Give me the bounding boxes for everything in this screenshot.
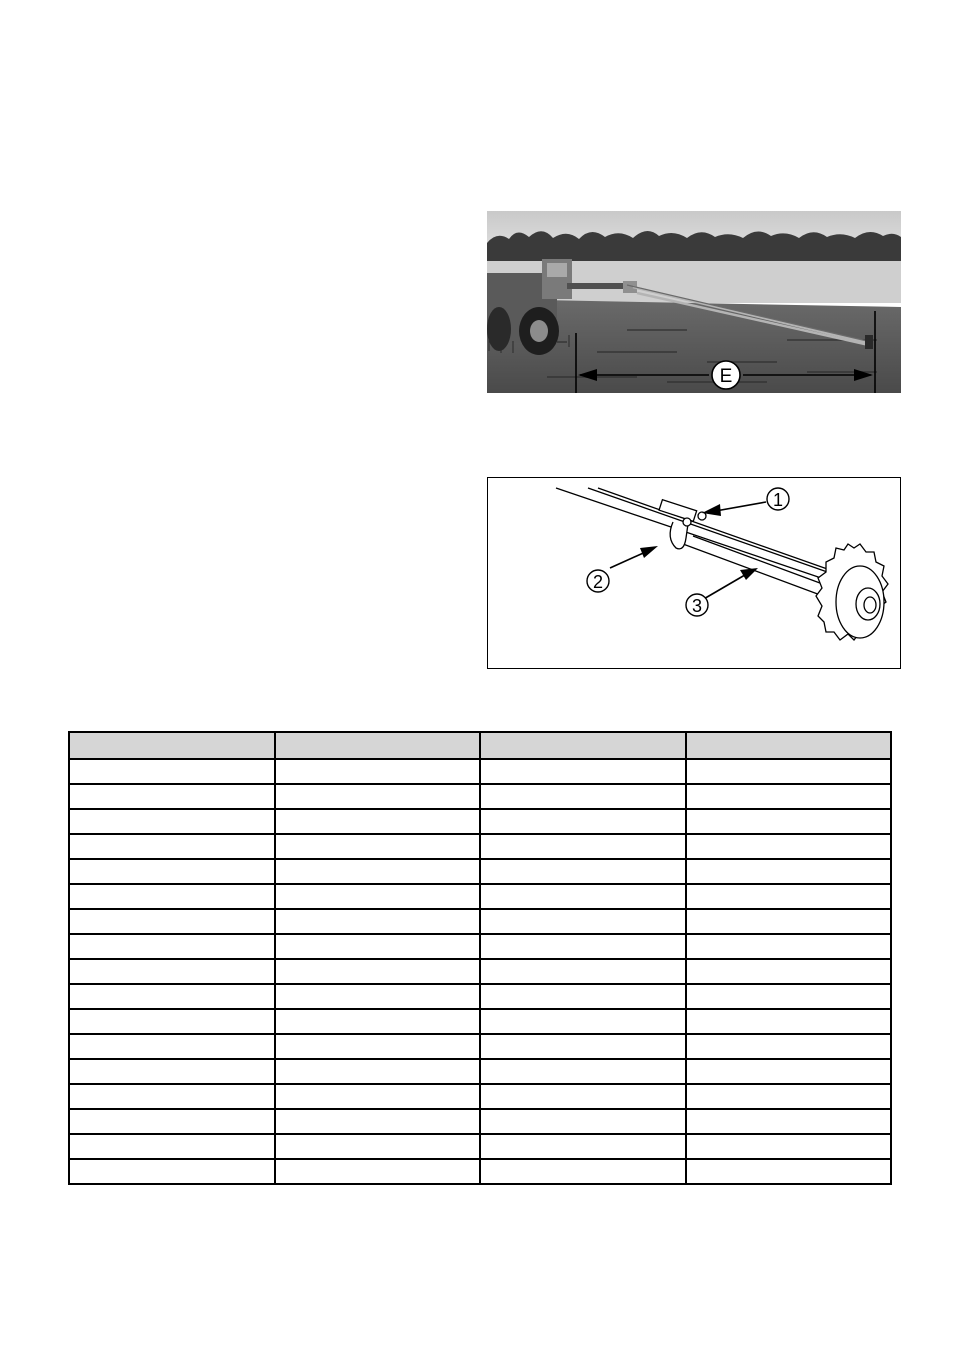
table-cell	[69, 1159, 275, 1184]
table-cell	[686, 1084, 892, 1109]
table-cell	[69, 984, 275, 1009]
rotary-wheel	[816, 544, 888, 640]
field-photo	[487, 211, 901, 393]
table-cell	[69, 809, 275, 834]
table-cell	[480, 1134, 686, 1159]
table-cell	[275, 1009, 481, 1034]
table-cell	[686, 1034, 892, 1059]
table-cell	[275, 884, 481, 909]
table-cell	[275, 1034, 481, 1059]
table-cell	[275, 1059, 481, 1084]
table-cell	[480, 809, 686, 834]
table-row	[69, 884, 891, 909]
table-cell	[686, 934, 892, 959]
table-row	[69, 809, 891, 834]
arrow-3	[740, 568, 758, 580]
table-cell	[686, 1159, 892, 1184]
table-cell	[69, 909, 275, 934]
table-cell	[480, 884, 686, 909]
table-cell	[686, 984, 892, 1009]
table-cell	[69, 1009, 275, 1034]
table-cell	[686, 959, 892, 984]
table-cell	[480, 984, 686, 1009]
table-cell	[480, 1034, 686, 1059]
table-cell	[480, 959, 686, 984]
table-cell	[686, 909, 892, 934]
table-cell	[275, 809, 481, 834]
table-cell	[686, 1059, 892, 1084]
table-cell	[69, 959, 275, 984]
table-cell	[686, 859, 892, 884]
table-cell	[686, 1109, 892, 1134]
table-row	[69, 1034, 891, 1059]
harrow-diagram-drawing	[488, 478, 900, 668]
callout-1-label: 1	[772, 490, 784, 510]
table-row	[69, 959, 891, 984]
table-row	[69, 984, 891, 1009]
header-cell	[69, 732, 275, 759]
table-cell	[69, 1059, 275, 1084]
table-row	[69, 1084, 891, 1109]
table-cell	[686, 1009, 892, 1034]
table-row	[69, 934, 891, 959]
table-cell	[480, 1059, 686, 1084]
table-cell	[686, 884, 892, 909]
table-cell	[69, 859, 275, 884]
table-cell	[275, 909, 481, 934]
table-cell	[480, 759, 686, 784]
table-cell	[69, 1084, 275, 1109]
table-cell	[686, 834, 892, 859]
table-cell	[69, 1034, 275, 1059]
table-cell	[275, 1084, 481, 1109]
tree-line	[487, 231, 901, 261]
table-row	[69, 784, 891, 809]
table-cell	[686, 759, 892, 784]
table-row	[69, 759, 891, 784]
harrow-diagram	[487, 477, 901, 669]
end-wheel	[865, 335, 873, 349]
table-cell	[275, 1134, 481, 1159]
table-cell	[480, 834, 686, 859]
table-row	[69, 1134, 891, 1159]
table-row	[69, 834, 891, 859]
callout-3-label: 3	[691, 596, 703, 616]
table-cell	[480, 784, 686, 809]
table-cell	[275, 1159, 481, 1184]
table-cell	[480, 859, 686, 884]
table-row	[69, 1009, 891, 1034]
table-cell	[480, 1159, 686, 1184]
table-cell	[69, 934, 275, 959]
table-cell	[69, 834, 275, 859]
table-cell	[69, 884, 275, 909]
table-cell	[69, 759, 275, 784]
table-cell	[69, 784, 275, 809]
spec-table	[68, 731, 892, 1185]
header-cell	[275, 732, 481, 759]
table-cell	[686, 784, 892, 809]
table-cell	[275, 859, 481, 884]
table-cell	[275, 984, 481, 1009]
table-cell	[69, 1134, 275, 1159]
table-row	[69, 909, 891, 934]
table-cell	[275, 959, 481, 984]
arrow-2	[640, 546, 658, 558]
table-cell	[480, 934, 686, 959]
table-cell	[275, 784, 481, 809]
table-cell	[686, 809, 892, 834]
table-cell	[480, 1009, 686, 1034]
table-row	[69, 1059, 891, 1084]
table-row	[69, 1159, 891, 1184]
table-row	[69, 859, 891, 884]
dimension-e-label: E	[719, 366, 733, 387]
header-cell	[480, 732, 686, 759]
table-cell	[275, 1109, 481, 1134]
table-cell	[275, 834, 481, 859]
callout-2-label: 2	[592, 572, 604, 592]
table-cell	[480, 909, 686, 934]
header-cell	[686, 732, 892, 759]
table-row	[69, 1109, 891, 1134]
table-cell	[480, 1109, 686, 1134]
table-body	[69, 759, 891, 1184]
table-cell	[69, 1109, 275, 1134]
field-photo-drawing	[487, 211, 901, 393]
table-cell	[686, 1134, 892, 1159]
table-cell	[275, 934, 481, 959]
table-cell	[480, 1084, 686, 1109]
table-header-row	[69, 732, 891, 759]
table-cell	[275, 759, 481, 784]
